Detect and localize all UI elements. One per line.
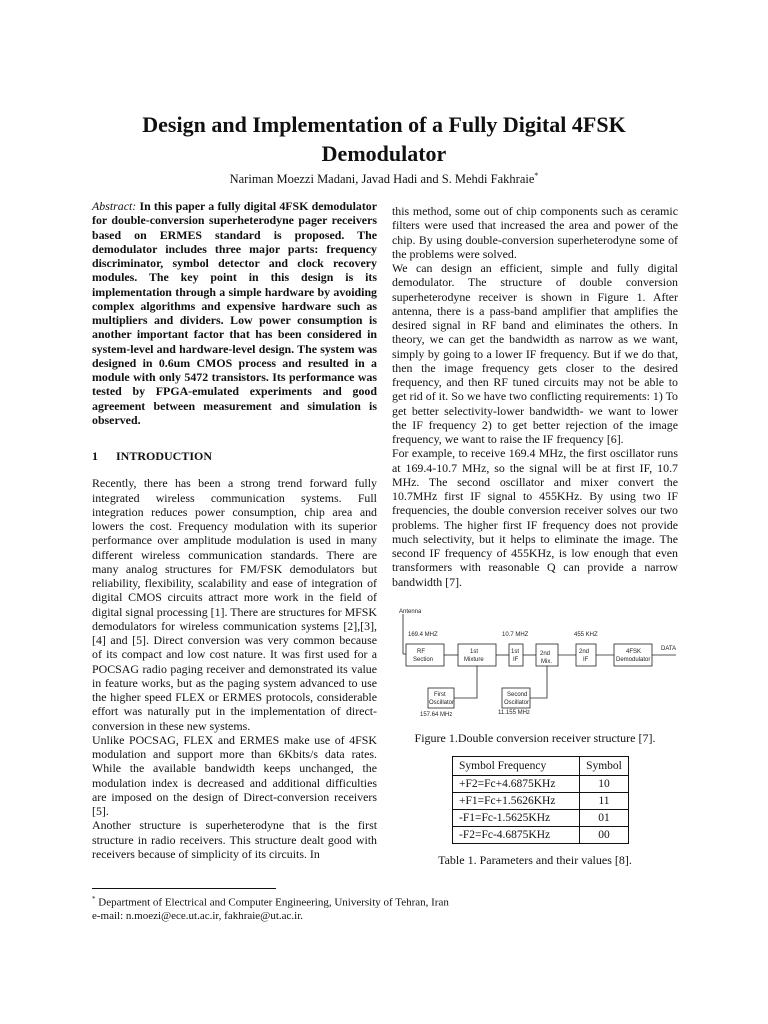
block-diagram-svg <box>398 604 688 722</box>
table-cell: 01 <box>580 810 629 827</box>
footnote-mark: * <box>92 895 96 903</box>
table-row <box>453 776 629 793</box>
figure-receiver-block-diagram <box>398 604 688 722</box>
table-cell: +F1=Fc+1.5626KHz <box>453 793 580 810</box>
abstract <box>92 199 377 427</box>
paper-title-line2: Demodulator <box>321 141 447 166</box>
body-paragraph: We can design an efficient, simple and fully digital demodulator. The structure of double conversion superheterodyne receiver is shown in Figure 1. After antenna, there is a pass-band amplifier that amplifies the desired signal in RF band and eliminates the others. In theory, we can get the bandwidth as narrow as we want, simply by going to a lower IF frequency. But if we do that, then the image frequency gets closer to the desired frequency, and then RF tuned circuits may not be able to get rid of it. So we have two conflicting requirements: 1) To get better selectivity-lower bandwidth- we want to lower the IF frequency 2) to get better rejection of the image frequency, we want to raise the IF frequency [6]. <box>392 261 678 446</box>
first-oscillator-text: Oscillator <box>429 700 455 706</box>
freq-rf-label: 169.4 MHZ <box>408 632 438 638</box>
table-cell: 00 <box>580 827 629 844</box>
table-cell: +F2=Fc+4.6875KHz <box>453 776 580 793</box>
figure-caption: Figure 1.Double conversion receiver structure [7]. <box>414 731 656 745</box>
footnote-affiliation-text: Department of Electrical and Computer Engineering, University of Tehran, Iran <box>95 896 449 909</box>
antenna-label: Antenna <box>399 609 422 615</box>
body-paragraph: Another structure is superheterodyne that is the first structure in radio receivers. This structure dealt good with receivers because of simplicity of its circuits. In <box>92 818 377 861</box>
second-mix-text: 2nd <box>540 651 551 657</box>
table-header-row <box>453 757 629 776</box>
first-if-text: IF <box>513 657 519 663</box>
abstract-label: Abstract: <box>92 199 137 213</box>
second-oscillator-freq: 11.155 MHz <box>498 710 530 716</box>
second-if-text: 2nd <box>579 649 590 655</box>
abstract-text: In this paper a fully digital 4FSK demodulator for double-conversion superheterodyne pager receivers based on ERMES standard is proposed. The demodulator includes three major parts: frequency discriminator, symbol detector and clock recovery modules. The key point in this design is its implementation through a simple hardware by avoiding complex algorithms and expensive hardware such as multipliers and dividers. Low power consumption is another important factor that has been considered in system-level and hardware-level design. The system was designed in 0.6um CMOS process and resulted in a module with only 5472 transistors. Its performance was tested by FPGA-emulated experiments and good agreement between measurement and simulation is observed. <box>92 199 377 427</box>
author-names: Nariman Moezzi Madani, Javad Hadi and S. Mehdi Fakhraie <box>229 172 535 187</box>
table-cell: 10 <box>580 776 629 793</box>
table-caption: Table 1. Parameters and their values [8]. <box>438 853 632 867</box>
first-mixture-text: Mixture <box>464 657 484 663</box>
second-mix-text: Mix. <box>541 659 552 665</box>
table-cell: -F2=Fc-4.6875KHz <box>453 827 580 844</box>
body-paragraph: For example, to receive 169.4 MHz, the first oscillator runs at 169.4-10.7 MHz, so the signal will be at first IF, 10.7 MHz. The second oscillator and mixer convert the 10.7MHz first IF signal to 455KHz. By using two IF frequencies, the double conversion receiver solves our two problems. The higher first IF frequency does not provide much selectivity, but it helps to eliminate the image. The second IF frequency of 455KHz, is low enough that even transformers with reasonable Q can provide a narrow bandwidth [7]. <box>392 446 678 589</box>
body-paragraph: this method, some out of chip components such as ceramic filters were used that increased the area and power of the chip. By using double-conversion superheterodyne some of the problems were solved. <box>392 204 678 261</box>
paper-title <box>60 110 708 168</box>
table-row <box>453 793 629 810</box>
section-number: 1 <box>92 449 98 463</box>
first-oscillator-freq: 157.64 MHz <box>420 712 453 718</box>
body-paragraph: Recently, there has been a strong trend forward fully integrated wireless communication systems. Full integration reduces power consumption, chip area and lowers the cost. Frequency modulation with its superior performance over amplitude modulation is used in many different wireless communication standards. There are many analog structures for FM/FSK demodulators but reliability, flexibility, scalability and ease of integration of digital CMOS circuits attract more work in the field of digital signal processing [1]. There are structures for MFSK demodulators for wireless communication systems [2],[3],[4] and [5]. Direct conversion was very common because of its compact and low cost nature. It was first used for a POCSAG radio paging receiver and demonstrated its value in feature works, but as the paging system advanced to use the higher speed FLEX or ERMES protocols, considerable effort was naturally put in the implementation of direct-conversion in these new systems. <box>92 476 377 733</box>
second-oscillator-text: Oscillator <box>504 700 530 706</box>
demodulator-text: Demodulator <box>616 657 651 663</box>
freq-if2-label: 455 KHZ <box>574 632 598 638</box>
section-heading-introduction <box>92 449 377 463</box>
first-oscillator-text: First <box>434 692 446 698</box>
footnote-divider <box>92 888 276 889</box>
author-footnote-mark: * <box>534 171 539 180</box>
rf-section-text: Section <box>413 657 434 663</box>
freq-if1-label: 10.7 MHZ <box>502 632 529 638</box>
table-row <box>453 810 629 827</box>
author-list <box>0 171 768 187</box>
left-column <box>92 199 377 861</box>
table-cell: -F1=Fc-1.5625KHz <box>453 810 580 827</box>
second-if-text: IF <box>583 657 589 663</box>
rf-section-text: RF <box>417 649 425 655</box>
paper-title-line1: Design and Implementation of a Fully Digital 4FSK <box>142 112 626 137</box>
section-title: INTRODUCTION <box>116 449 213 463</box>
body-paragraph: Unlike POCSAG, FLEX and ERMES make use of 4FSK modulation and support more than 6Kbits/s data rates. While the available bandwidth keeps unchanged, the modulation index is decreased and additional difficulties are imposed on the design of Direct-conversion receivers [5]. <box>92 732 377 818</box>
footnote-email: e-mail: n.moezi@ece.ut.ac.ir, fakhraie@ut.ac.ir. <box>92 909 303 922</box>
right-column <box>392 204 678 589</box>
table-cell: 11 <box>580 793 629 810</box>
demodulator-text: 4FSK <box>626 649 642 655</box>
second-oscillator-text: Second <box>507 692 528 698</box>
data-output-label: DATA <box>661 646 677 652</box>
table-row <box>453 827 629 844</box>
symbol-table <box>452 756 629 844</box>
table-header-cell: Symbol Frequency <box>453 757 580 776</box>
first-mixture-text: 1st <box>470 649 479 655</box>
table-header-cell: Symbol <box>580 757 629 776</box>
footnote-affiliation <box>92 893 449 910</box>
first-if-text: 1st <box>511 649 520 655</box>
footnote <box>92 893 449 923</box>
